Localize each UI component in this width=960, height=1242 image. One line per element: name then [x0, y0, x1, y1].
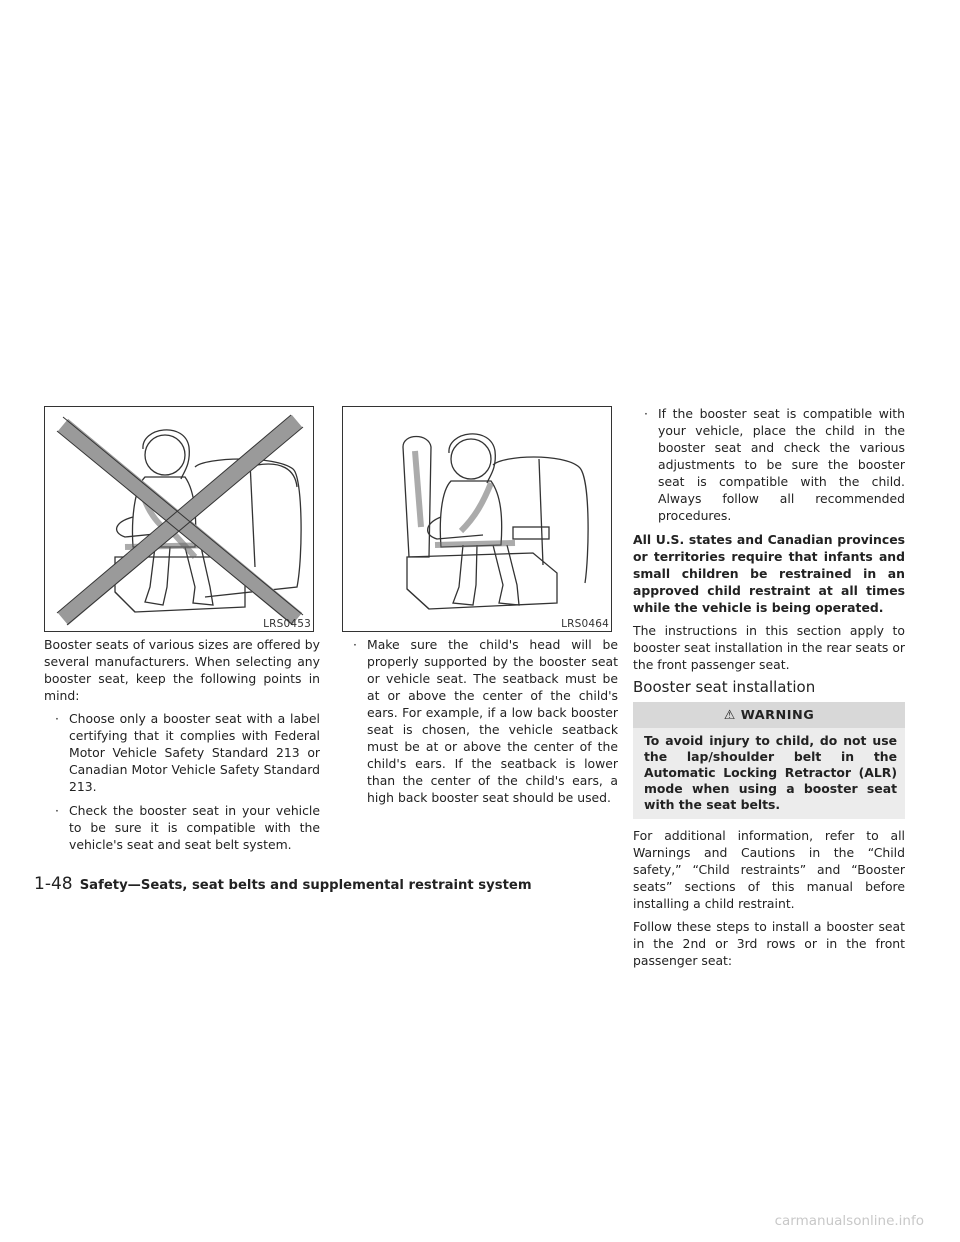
bullet-icon: · [353, 637, 357, 652]
steps-intro-paragraph: Follow these steps to install a booster seat in the 2nd or 3rd rows or in the front passenger seat: [633, 919, 905, 968]
warning-triangle-icon: ⚠ [723, 708, 736, 723]
bullet-icon: · [644, 406, 648, 421]
warning-header [633, 702, 905, 728]
bullet-icon: · [55, 711, 59, 726]
additional-info-paragraph: For additional information, refer to all Warnings and Cautions in the “Child safety,” “Child restraints” and “Booster seats” sections of this manual before installing a child restraint. [633, 828, 905, 911]
instructions-paragraph: The instructions in this section apply to booster seat installation in the rear seats or the front passenger seat. [633, 623, 905, 672]
page-footer [34, 874, 532, 894]
list-item [44, 802, 320, 853]
list-item-text: Choose only a booster seat with a label certifying that it complies with Federal Motor Vehicle Safety Standard 213 or Canadian Motor Vehicle Safety Standard 213. [69, 711, 320, 794]
figure-label: LRS0453 [263, 618, 311, 630]
figure-booster-incorrect [44, 406, 314, 632]
watermark: carmanualsonline.info [774, 1213, 924, 1229]
column-2 [342, 636, 618, 813]
chapter-title: Safety—Seats, seat belts and supplemental restraint system [79, 878, 532, 893]
list-item [633, 405, 905, 524]
figure-label: LRS0464 [561, 618, 609, 630]
list-item-text: If the booster seat is compatible with your vehicle, place the child in the booster seat and check the various adjustments to be sure the booster seat is compatible with the child. Always follow all recommended procedures. [658, 406, 905, 523]
list-item-text: Make sure the child's head will be properly supported by the booster seat or vehicle seat. The seatback must be at or above the center of the child's ears. For example, if a low back booster seat is chosen, the vehicle seatback must be at or above the center of the child's ears. If the seatback is lower than the center of the child's ears, a high back booster seat should be used. [367, 637, 618, 805]
page-number: 1-48 [34, 874, 73, 894]
figure-booster-correct [342, 406, 612, 632]
list-item-text: Check the booster seat in your vehicle to be sure it is compatible with the vehicle's seat and seat belt system. [69, 803, 320, 852]
warning-title: WARNING [740, 708, 815, 723]
warning-text: To avoid injury to child, do not use the lap/shoulder belt in the Automatic Locking Retractor (ALR) mode when using a booster seat with the seat belts. [633, 728, 905, 819]
intro-paragraph: Booster seats of various sizes are offered by several manufacturers. When selecting any booster seat, keep the following points in mind: [44, 637, 320, 703]
illustration-child-on-booster-crossed [45, 407, 314, 632]
bullet-icon: · [55, 803, 59, 818]
legal-requirement-paragraph: All U.S. states and Canadian provinces or territories require that infants and small children be restrained in an approved child restraint at all times while the vehicle is being operated. [633, 532, 905, 615]
column-3 [633, 405, 905, 975]
section-heading: Booster seat installation [633, 678, 816, 696]
column-1 [44, 636, 320, 860]
list-item [44, 710, 320, 795]
illustration-child-on-booster-correct [343, 407, 612, 632]
list-item [342, 636, 618, 806]
